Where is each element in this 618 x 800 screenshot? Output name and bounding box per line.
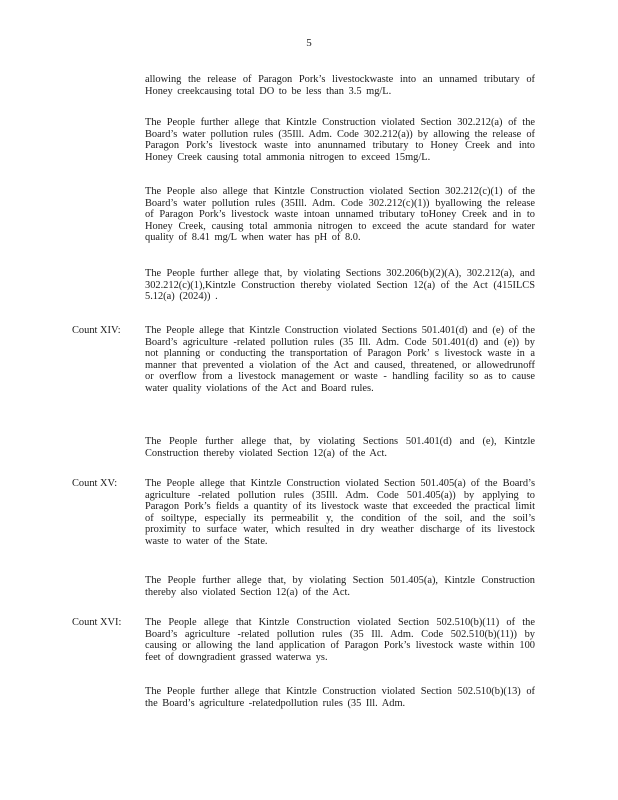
- paragraph-count-xiv: The People allege that Kintzle Construction violated Sections 501.401(d) and (e) of the Board’s agriculture -related pollution rules (35 Ill. Adm. Code 501.401(d) and (e)) by not planning or conducting the transportation of Paragon Pork’ s livestock waste in a manner that prevented a violation of the Act and caused, threatened, or allowedrunoff or overflow from a livestock management or waste - handling facility so as to cause water quality violations of the Act and Board rules.: [145, 325, 535, 394]
- paragraph-count-xv: The People allege that Kintzle Construction violated Section 501.405(a) of the Board’s agriculture -related pollution rules (35Ill. Adm. Code 501.405(a)) by applying to Paragon Pork’s fields a quantity of its livestock waste that exceeded the practical limit of soiltype, especially its permeabilit y, the condition of the soil, and the soil’s proximity to surface water, which resulted in dry weather discharge of its livestock waste to water of the State.: [145, 478, 535, 547]
- paragraph-count-xvi: The People allege that Kintzle Construction violated Section 502.510(b)(11) of the Board’s agriculture -related pollution rules (35 Ill. Adm. Code 502.510(b)(11)) by causing or allowing the land application of Paragon Pork’s livestock waste within 100 feet of downgradient grassed waterwa ys.: [145, 617, 535, 663]
- paragraph-section-12a-count-xiii: The People further allege that, by violating Sections 302.206(b)(2)(A), 302.212(a), and 302.212(c)(1),Kintzle Construction thereby violated Section 12(a) of the Act (415ILCS 5.12(a) (2024)) .: [145, 268, 535, 303]
- paragraph-ammonia-302-212c1: The People also allege that Kintzle Construction violated Section 302.212(c)(1) of the Board’s water pollution rules (35Ill. Adm. Code 302.212(c)(1)) byallowing the release of Paragon Pork’s livestock waste intoan unnamed tributary toHoney Creek and in to Honey Creek, causing total ammonia nitrogen to exceed the acute standard for water quality of 8.41 mg/L when water has pH of 8.0.: [145, 186, 535, 244]
- page-number: 5: [306, 37, 312, 49]
- count-xvi-label: Count XVI:: [72, 617, 122, 628]
- paragraph-count-xvi-continued: The People further allege that Kintzle Construction violated Section 502.510(b)(13) of the Board’s agriculture -relatedpollution rules (35 Ill. Adm.: [145, 686, 535, 709]
- paragraph-do-violation: allowing the release of Paragon Pork’s livestockwaste into an unnamed tributary of Honey creekcausing total DO to be less than 3.5 mg/L.: [145, 74, 535, 97]
- count-xv-label: Count XV:: [72, 478, 118, 489]
- paragraph-count-xv-section-12a: The People further allege that, by violating Section 501.405(a), Kintzle Construction thereby also violated Section 12(a) of the Act.: [145, 575, 535, 598]
- paragraph-count-xiv-section-12a: The People further allege that, by violating Sections 501.401(d) and (e), Kintzle Construction thereby violated Section 12(a) of the Act.: [145, 436, 535, 459]
- count-xiv-label: Count XIV:: [72, 325, 121, 336]
- paragraph-ammonia-302-212a: The People further allege that Kintzle Construction violated Section 302.212(a) of the Board’s water pollution rules (35Ill. Adm. Code 302.212(a)) by allowing the release of Paragon Pork’s livestock waste into anunnamed tributary to Honey Creek and into Honey Creek causing total ammonia nitrogen to exceed 15mg/L.: [145, 117, 535, 163]
